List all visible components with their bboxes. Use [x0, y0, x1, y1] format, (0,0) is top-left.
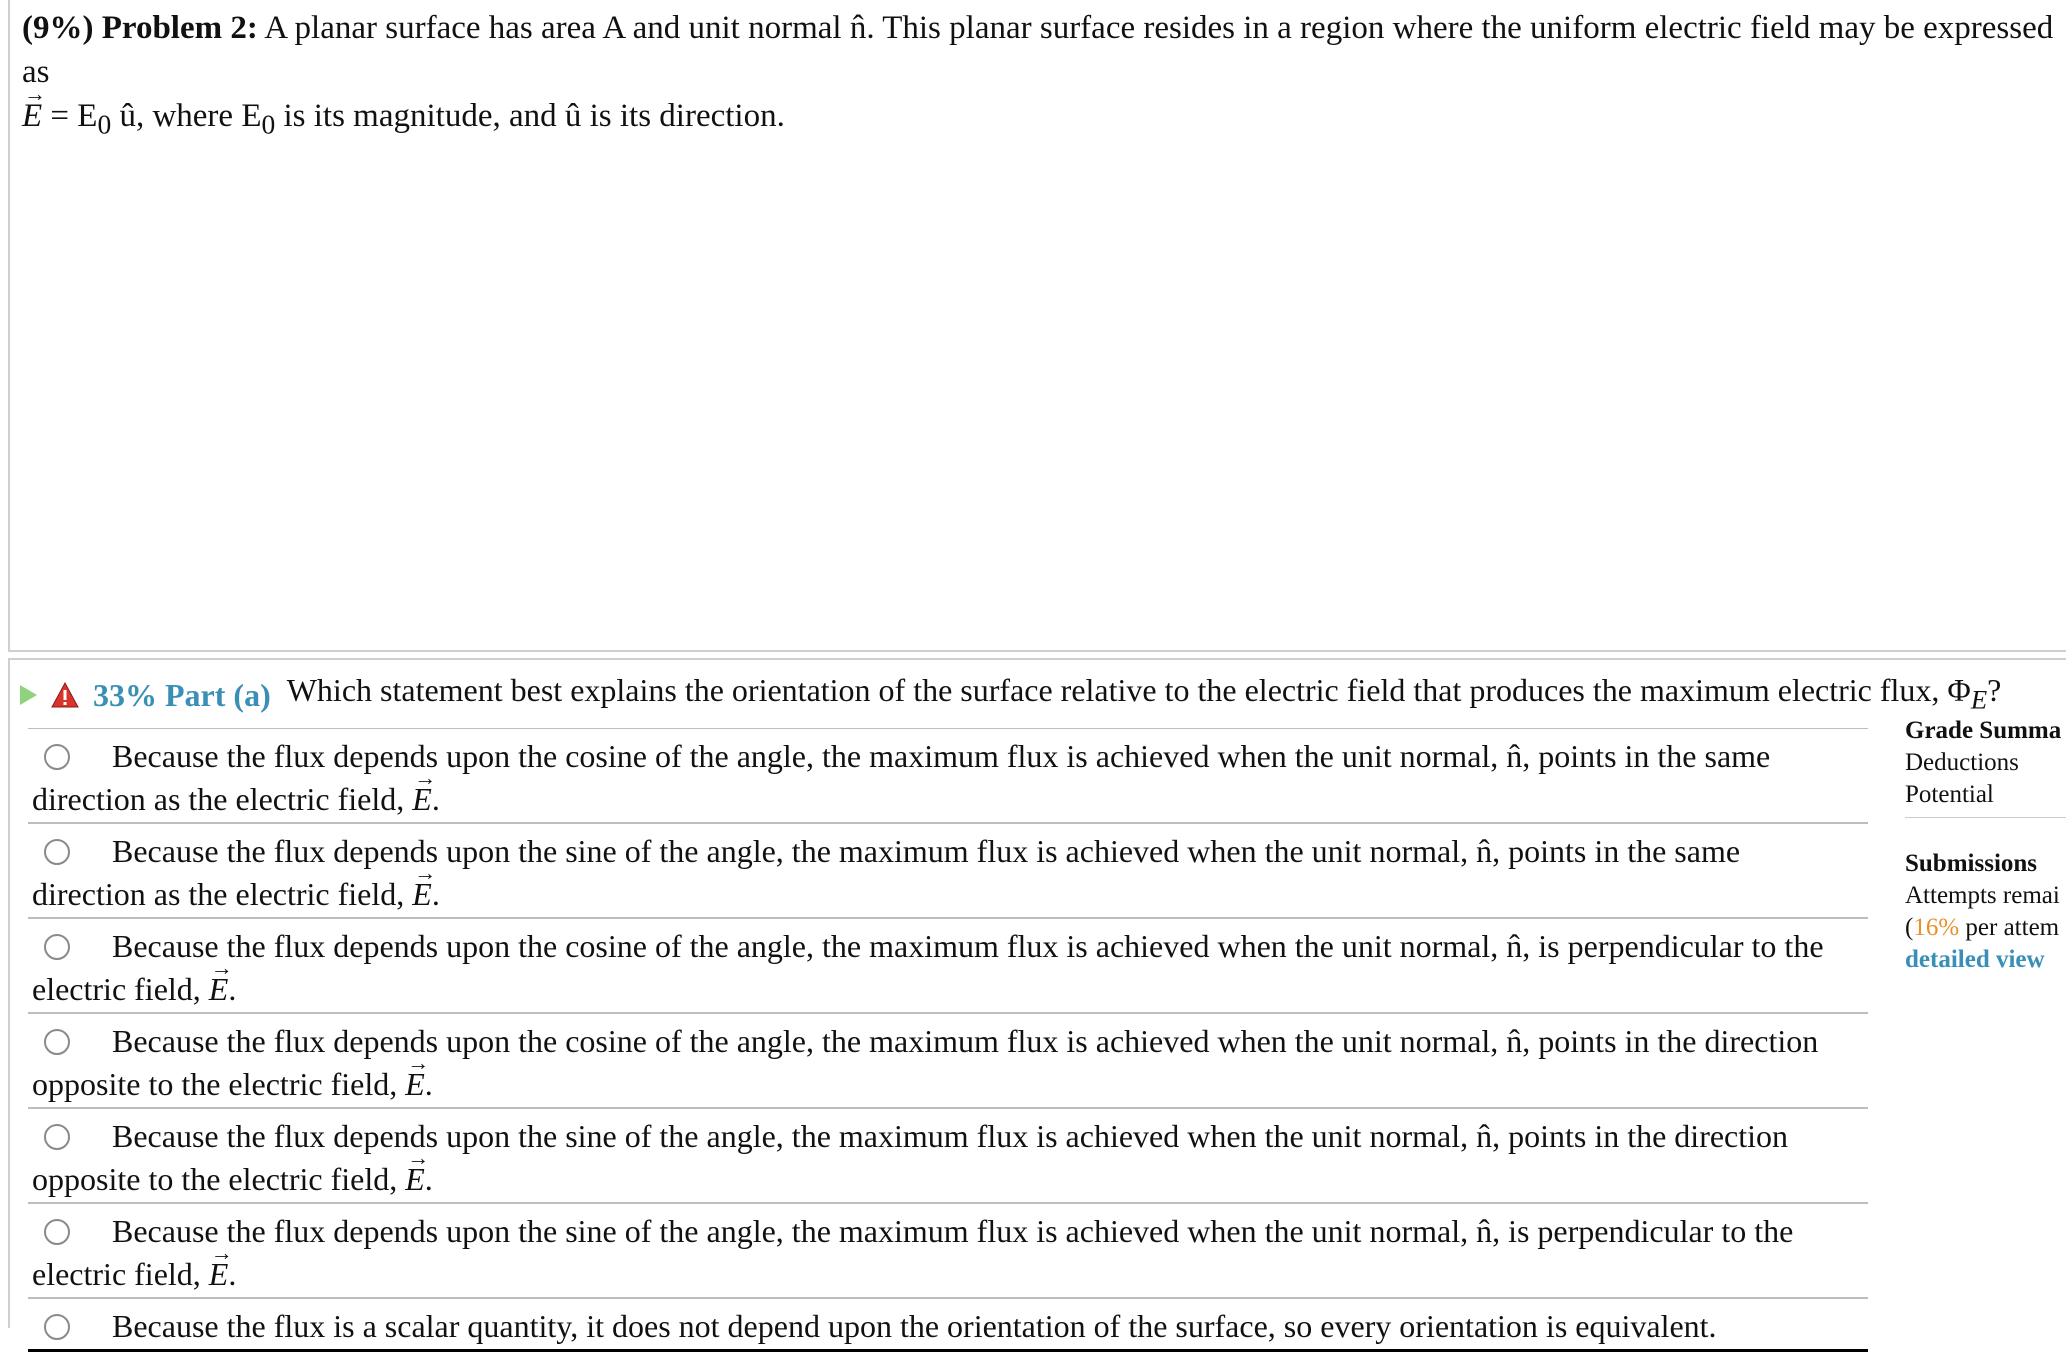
part-a-question: [287, 667, 2002, 722]
choice-text: Because the flux is a scalar quantity, it does not depend upon the orientation of the surface, so every orientation is equivalent.: [112, 1308, 1717, 1344]
choice-text: Because the flux depends upon the sine of the angle, the maximum flux is achieved when the unit normal, n̂, points in the direction opposite to the electric field,: [32, 1118, 1789, 1197]
choice-5[interactable]: [28, 1109, 1868, 1204]
problem-line-1: [22, 6, 2062, 94]
choice-text: Because the flux depends upon the cosine of the angle, the maximum flux is achieved when the unit normal, n̂, points in the direction opposite to the electric field,: [32, 1023, 1819, 1102]
part-a-percent-value: 33%: [93, 677, 157, 713]
radio-button[interactable]: [44, 1029, 70, 1055]
problem-text-line1: A planar surface has area A and unit normal n̂. This planar surface resides in a region where the uniform electric field may be expressed as: [22, 10, 2054, 90]
grade-summary-title: Grade Summa: [1905, 717, 2062, 744]
grade-summary-panel: [1905, 715, 2066, 976]
question-end: ?: [1987, 672, 2002, 709]
per-attempt-open: (: [1905, 914, 1914, 941]
choice-3[interactable]: [28, 919, 1868, 1014]
choice-text: Because the flux depends upon the cosine of the angle, the maximum flux is achieved when the unit normal, n̂, is perpendicular to the electric field,: [32, 928, 1824, 1007]
vector-E: → E: [405, 1158, 425, 1201]
radio-button[interactable]: [44, 744, 70, 770]
problem-eq-post: is its magnitude, and û is its direction.: [283, 98, 785, 134]
choice-text: Because the flux depends upon the sine of the angle, the maximum flux is achieved when the unit normal, n̂, is perpendicular to the electric field,: [32, 1213, 1794, 1292]
per-attempt: [1905, 912, 2066, 944]
problem-statement: [22, 6, 2062, 147]
choice-end: .: [431, 781, 440, 817]
subscript-0a: 0: [97, 108, 112, 140]
attempts-remaining: Attempts remai: [1905, 882, 2060, 909]
part-a-question-text: Which statement best explains the orientation of the surface relative to the electric field that produces the maximum electric flux, Φ: [286, 672, 1971, 709]
detailed-view-link[interactable]: detailed view: [1905, 946, 2045, 973]
choice-end: .: [228, 971, 237, 1007]
phi-subscript: E: [1970, 684, 1988, 715]
problem-percent: (9%): [22, 10, 94, 46]
choice-text: Because the flux depends upon the sine of the angle, the maximum flux is achieved when the unit normal, n̂, points in the same direction as the electric field,: [32, 833, 1741, 912]
radio-button[interactable]: [44, 934, 70, 960]
part-a-header: [20, 672, 2001, 718]
radio-button[interactable]: [44, 839, 70, 865]
problem-label: Problem 2:: [101, 10, 258, 46]
submissions-title: Submissions: [1905, 850, 2038, 877]
play-triangle-icon[interactable]: [20, 685, 37, 705]
radio-button[interactable]: [44, 1124, 70, 1150]
per-attempt-rest: per attem: [1965, 914, 2060, 941]
problem-eq-pre: = E: [50, 98, 98, 134]
vector-E: → E: [405, 1063, 425, 1106]
deductions-label: Deductions: [1905, 749, 2019, 776]
vector-E: → E: [412, 873, 432, 916]
potential-label: Potential: [1905, 781, 1994, 808]
choice-4[interactable]: [28, 1014, 1868, 1109]
choice-6[interactable]: [28, 1204, 1868, 1299]
choice-end: .: [228, 1256, 237, 1292]
choice-end: .: [424, 1066, 433, 1102]
divider: [1905, 817, 2066, 818]
choice-1[interactable]: [28, 729, 1868, 824]
vector-E: → E: [412, 778, 432, 821]
vector-E: → E: [209, 1253, 229, 1296]
radio-button[interactable]: [44, 1314, 70, 1340]
choice-end: .: [431, 876, 440, 912]
choice-7[interactable]: [28, 1299, 1868, 1352]
vector-E: → E: [209, 968, 229, 1011]
problem-line-2: [22, 94, 2062, 147]
vector-E: → E: [22, 94, 42, 138]
answer-choices: [28, 728, 1868, 1352]
subscript-0b: 0: [261, 108, 276, 140]
radio-button[interactable]: [44, 1219, 70, 1245]
part-a-label: Part (a): [165, 677, 271, 713]
choice-text: Because the flux depends upon the cosine of the angle, the maximum flux is achieved when the unit normal, n̂, points in the same direction as the electric field,: [32, 738, 1771, 817]
choice-2[interactable]: [28, 824, 1868, 919]
choice-end: .: [424, 1161, 433, 1197]
warning-icon: [51, 682, 79, 708]
problem-eq-mid: û, where E: [119, 98, 262, 134]
part-a-percent: [93, 672, 271, 718]
per-attempt-percent: 16%: [1913, 914, 1960, 941]
